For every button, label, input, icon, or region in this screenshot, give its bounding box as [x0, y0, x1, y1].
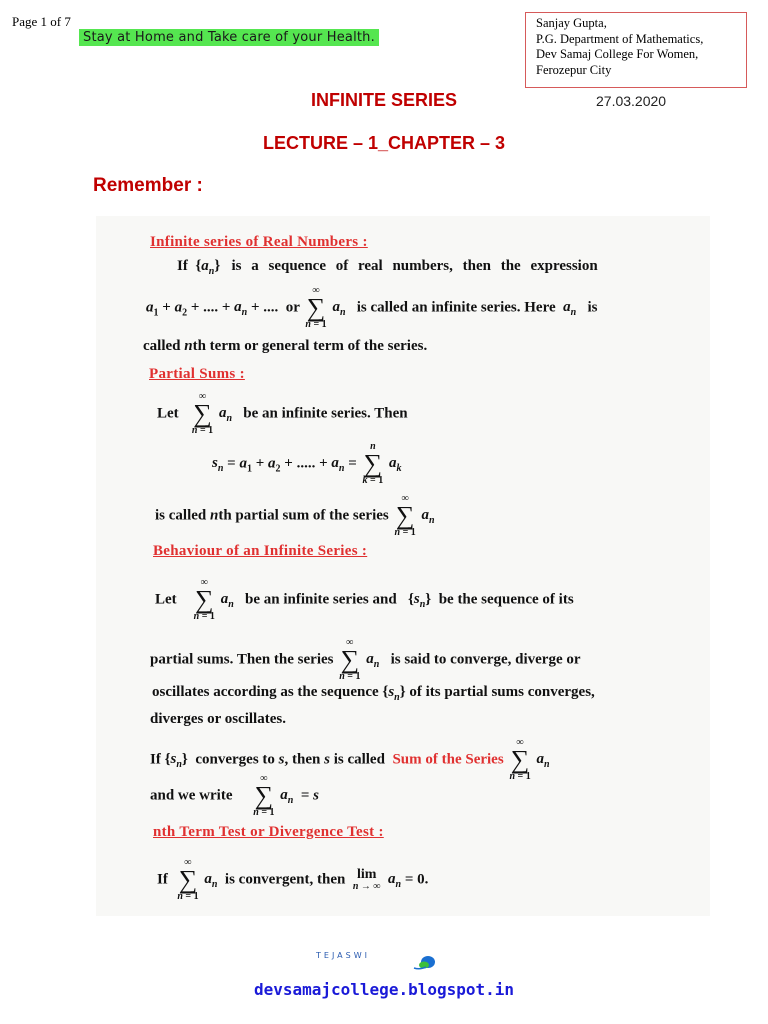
- text-line: called nth term or general term of the series.: [143, 338, 428, 354]
- section-heading-behaviour: Behaviour of an Infinite Series :: [153, 543, 368, 559]
- sigma-symbol: ∞ ∑ n = 1: [339, 637, 361, 682]
- author-line: Dev Samaj College For Women,: [536, 47, 699, 61]
- sigma-symbol: ∞ ∑ n = 1: [177, 857, 199, 902]
- limit-symbol: lim n → ∞: [352, 867, 381, 892]
- formula-line: Let ∞ ∑ n = 1 $a_n$ be an infinite series. Then: [157, 391, 408, 436]
- author-line: P.G. Department of Mathematics,: [536, 31, 704, 46]
- author-line: Ferozepur City: [536, 62, 612, 77]
- page-number: Page 1 of 7: [12, 14, 71, 29]
- text-line: diverges or oscillates.: [150, 711, 286, 727]
- text-line: If $\{a_n\}$ is a sequence of real numbers, then the expression: [177, 258, 598, 277]
- remember-heading: Remember :: [93, 175, 203, 196]
- formula-line: $s_n = a_1 + a_2$ + ..... + $a_n$ = n ∑ k = 1 $a_k$: [212, 441, 402, 486]
- lecture-subtitle: LECTURE – 1_CHAPTER – 3: [262, 133, 506, 153]
- formula-line: $a_1 + a_2$ + .... + $a_n$ + .... or ∞ ∑ n = 1 $a_n$ is called an infinite series. Here $a_n$ is: [146, 285, 598, 330]
- sigma-symbol: ∞ ∑ n = 1: [191, 391, 214, 436]
- text-line: oscillates according as the sequence $\{s_n\}$ of its partial sums converges,: [152, 684, 595, 703]
- formula-line: Let ∞ ∑ n = 1 $a_n$ be an infinite series and $\{s_n\}$ be the sequence of its: [155, 577, 574, 622]
- sigma-symbol: ∞ ∑ n = 1: [253, 773, 275, 818]
- footer-link[interactable]: devsamajcollege.blogspot.in: [253, 980, 515, 999]
- formula-line: and we write ∞ ∑ n = 1 $a_n = s$: [150, 773, 319, 818]
- formula-line: If $\{s_n\}$ converges to s, then s is called Sum of the Series ∞ ∑ n = 1 $a_n$: [150, 737, 550, 782]
- sigma-symbol: ∞ ∑ n = 1: [193, 577, 215, 622]
- sigma-symbol: n ∑ k = 1: [362, 441, 384, 486]
- formula-line: is called nth partial sum of the series ∞ ∑ n = 1 $a_n$: [155, 493, 435, 538]
- section-heading-partial-sums: Partial Sums :: [149, 366, 245, 382]
- date: 27.03.2020: [596, 93, 667, 109]
- section-heading-infinite-series: Infinite series of Real Numbers :: [150, 234, 368, 250]
- section-heading-nth-term-test: nth Term Test or Divergence Test :: [153, 824, 384, 840]
- sigma-symbol: ∞ ∑ n = 1: [394, 493, 416, 538]
- page-title: INFINITE SERIES: [310, 90, 458, 110]
- formula-line: partial sums. Then the series ∞ ∑ n = 1 $a_n$ is said to converge, diverge or: [150, 637, 581, 682]
- sigma-symbol: ∞ ∑ n = 1: [305, 285, 327, 330]
- health-note: Stay at Home and Take care of your Health.: [79, 29, 379, 46]
- tejaswi-logo: [316, 946, 442, 978]
- formula-line: If ∞ ∑ n = 1 $a_n$ is convergent, then lim n → ∞ $a_n = 0$.: [157, 857, 429, 902]
- svg-text:TEJASWI: TEJASWI: [316, 951, 370, 960]
- author-line: Sanjay Gupta,: [536, 16, 607, 30]
- sum-of-series-label: Sum of the Series: [392, 751, 504, 768]
- author-box: [525, 12, 747, 88]
- sigma-symbol: ∞ ∑ n = 1: [509, 737, 531, 782]
